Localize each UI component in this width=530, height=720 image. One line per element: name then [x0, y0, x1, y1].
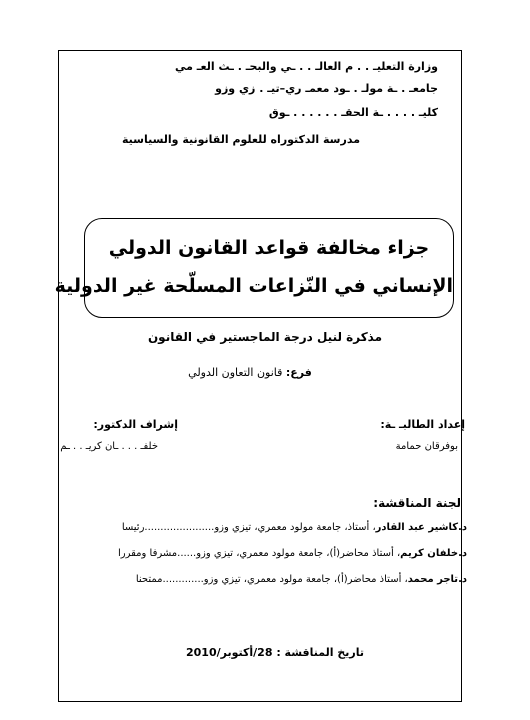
jury-member-name: د.تاجر محمد	[407, 574, 467, 585]
supervisor-name: خلفـ . . . ـان كريـ . . ـم	[60, 441, 158, 452]
student-label: إعداد الطالبـ ـة:	[380, 418, 465, 431]
jury-member-name: د.خلفان كريم	[400, 548, 467, 559]
jury-member-detail: ، أستاذ محاضر(أ)، جامعة مولود معمري، تيزي وزو.............ممتحنا	[135, 574, 408, 585]
jury-member-row	[122, 522, 467, 533]
jury-title: لجنة المناقشة:	[373, 496, 461, 510]
branch-value: قانون التعاون الدولي	[188, 366, 286, 379]
doctoral-school-name: مدرسة الدكتوراه للعلوم القانونية والسياسية	[121, 133, 360, 146]
jury-member-row	[118, 548, 467, 559]
defense-date: تاريخ المناقشة : 28/أكتوبر/2010	[185, 646, 364, 659]
branch-line	[130, 366, 370, 379]
supervisor-label: إشراف الدكتور:	[93, 418, 178, 431]
branch-label: فرع:	[285, 366, 312, 379]
faculty-name: كليـ . . . . ـة الحقـ . . . . . . ـوق	[268, 106, 438, 119]
thesis-title-line-2: الإنساني في النّزاعات المسلّحة غير الدولية	[54, 275, 453, 297]
thesis-title-box	[54, 218, 454, 318]
student-name: بوفرقان حمامة	[395, 441, 458, 452]
jury-member-row	[136, 574, 467, 585]
jury-member-detail: ، أستاذ محاضر(أ)، جامعة مولود معمري، تيزي وزو......مشرفا ومقررا	[117, 548, 401, 559]
jury-member-detail: ، أستاذ، جامعة مولود معمري، تيزي وزو......................رئيسا	[121, 522, 376, 533]
ministry-name: وزارة التعليـ . . م العالـ . . ـي والبحـ . ـث العـ مي	[175, 60, 438, 73]
degree-subtitle: مذكرة لنيل درجة الماجستير في القانون	[147, 330, 383, 344]
university-name: جامعـ . ـة مولـ . ـود معمـ ري–تيـ . زي وزو	[215, 82, 438, 95]
thesis-title-line-1: جزاء مخالفة قواعد القانون الدولي	[108, 237, 430, 259]
jury-member-name: د.كاشير عبد القادر	[375, 522, 467, 533]
